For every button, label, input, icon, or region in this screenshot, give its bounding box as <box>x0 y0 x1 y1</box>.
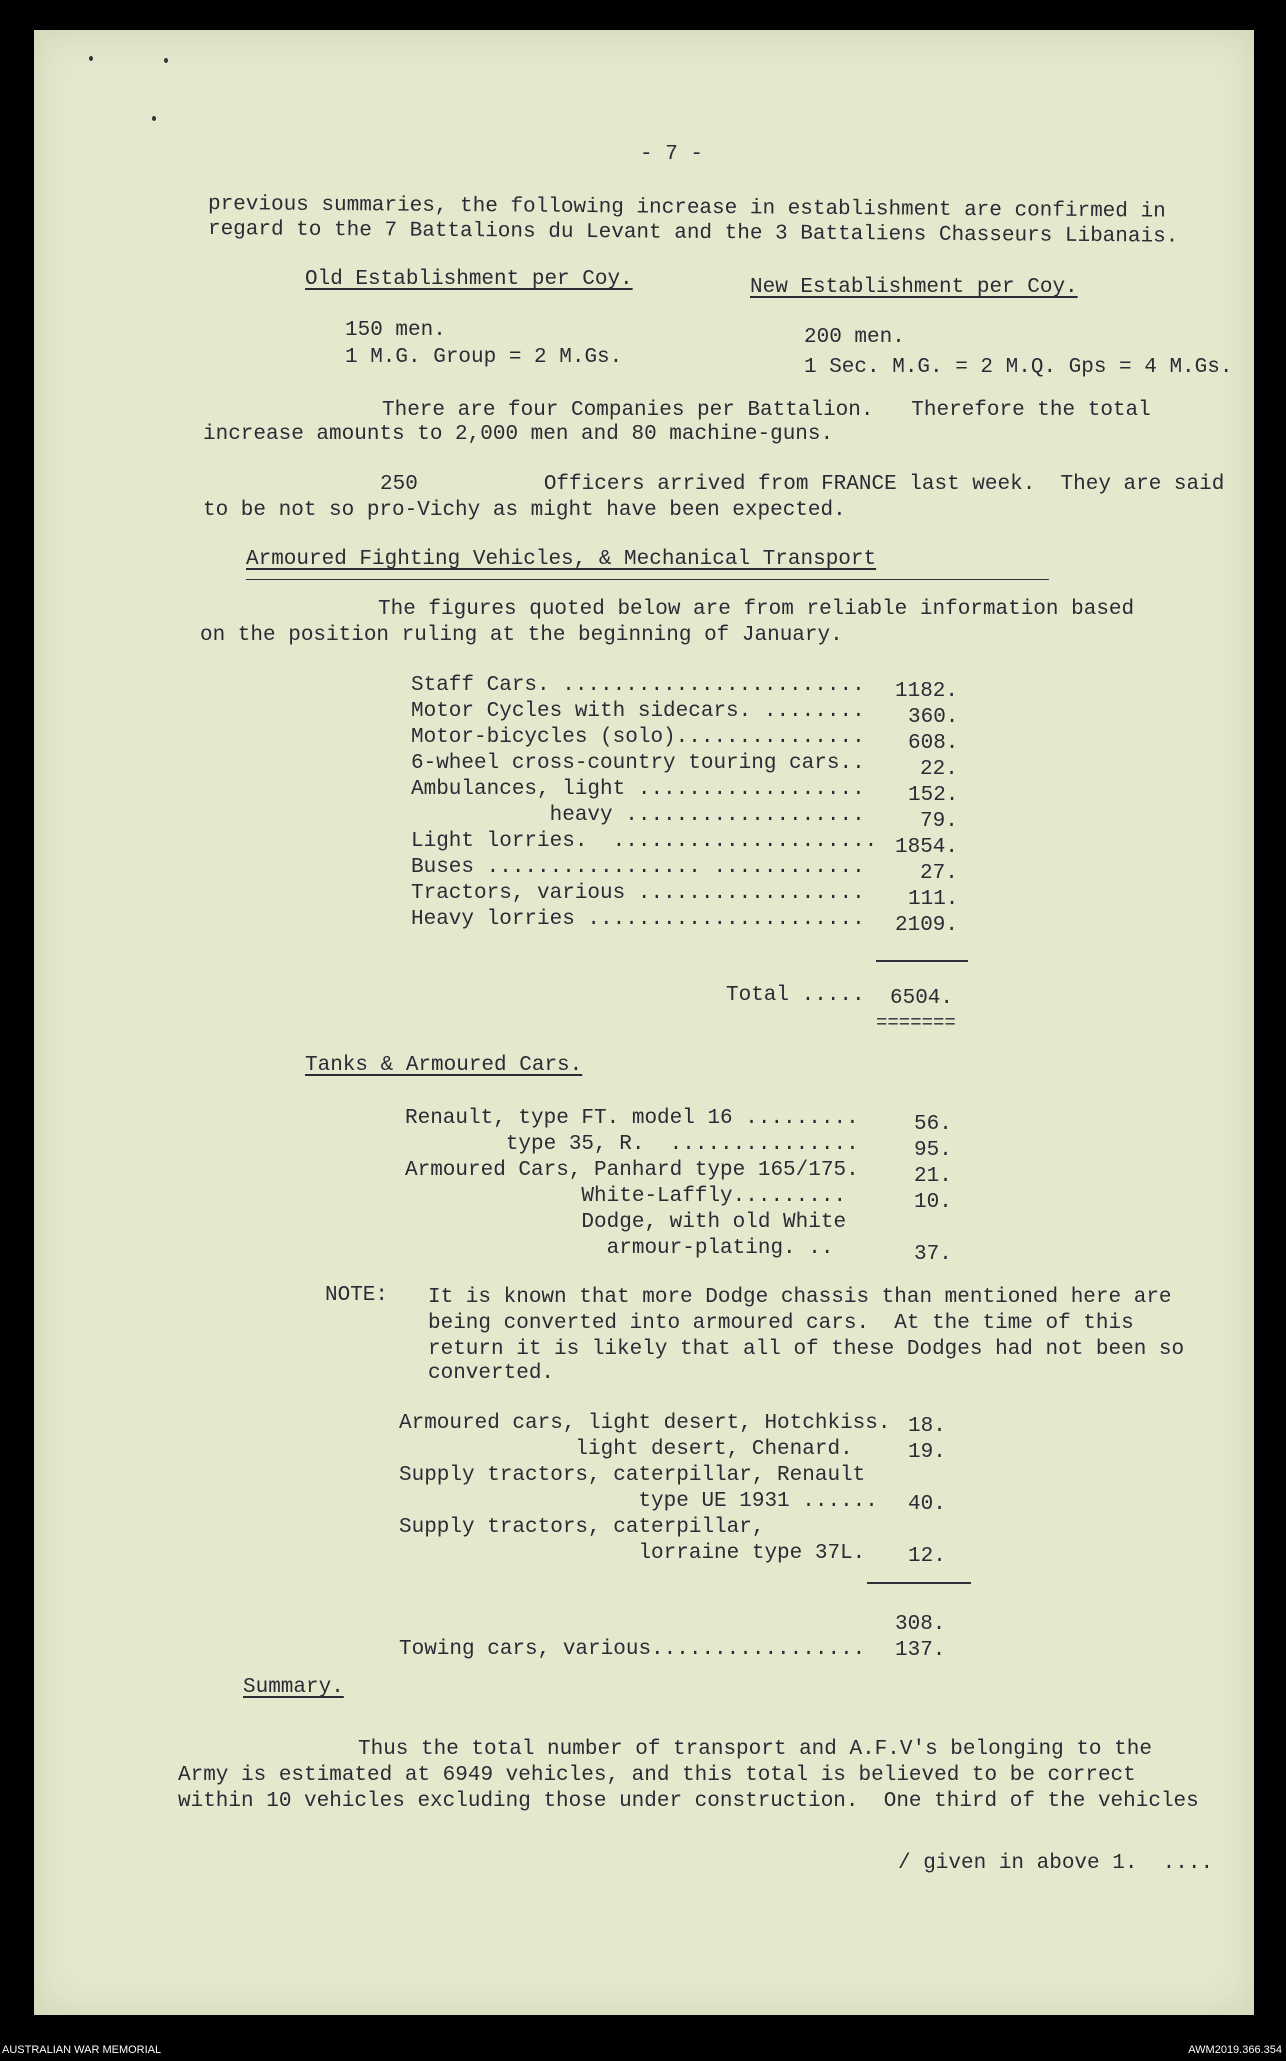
transport-item-label: Heavy lorries ...................... <box>411 908 865 931</box>
ink-mark <box>152 116 156 121</box>
note-line-1: It is known that more Dodge chassis than mentioned here are <box>428 1286 1172 1309</box>
tank-item-label: armour-plating. .. <box>405 1237 834 1260</box>
companies-line-2: increase amounts to 2,000 men and 80 machine-guns. <box>203 423 834 446</box>
tank-item-label: Renault, type FT. model 16 ......... <box>405 1107 859 1130</box>
note-label: NOTE: <box>325 1284 389 1307</box>
transport-item-value: 2109. <box>895 914 959 937</box>
ink-mark <box>89 56 93 61</box>
tank-item-label: type 35, R. ............... <box>405 1133 859 1156</box>
armoured-item-label: Armoured cars, light desert, Hotchkiss. <box>399 1412 891 1435</box>
armoured-item-label: Supply tractors, caterpillar, Renault <box>399 1464 866 1487</box>
tank-item-label: White-Laffly......... <box>405 1185 847 1208</box>
document-page <box>34 30 1254 2015</box>
footer-right: AWM2019.366.354 <box>1188 2044 1282 2056</box>
summary-line-2: Army is estimated at 6949 vehicles, and this total is believed to be correct <box>178 1764 1136 1787</box>
transport-item-label: Light lorries. ..................... <box>411 830 878 853</box>
transport-item-value: 608. <box>908 732 959 755</box>
footer-left: AUSTRALIAN WAR MEMORIAL <box>2 2044 162 2056</box>
subtotal-value: 308. <box>895 1613 946 1636</box>
tank-item-value: 95. <box>914 1139 952 1162</box>
transport-item-label: Ambulances, light .................. <box>411 778 865 801</box>
transport-item-value: 1182. <box>895 680 959 703</box>
afv-intro-line-1: The figures quoted below are from reliable information based <box>378 598 1135 621</box>
transport-item-label: 6-wheel cross-country touring cars.. <box>411 752 865 775</box>
transport-item-value: 79. <box>920 810 958 833</box>
summary-line-3: within 10 vehicles excluding those under construction. One third of the vehicles <box>178 1790 1199 1813</box>
transport-item-label: Staff Cars. ........................ <box>411 674 865 697</box>
intro-line-1: previous summaries, the following increase in establishment are confirmed in <box>207 193 1166 224</box>
armoured-item-label: lorraine type 37L. <box>399 1542 866 1565</box>
new-establishment-heading: New Establishment per Coy. <box>750 276 1078 299</box>
afv-intro-line-2: on the position ruling at the beginning of January. <box>200 624 843 647</box>
page-number: - 7 - <box>640 143 704 166</box>
intro-line-2: regard to the 7 Battalions du Levant and the 3 Battaliens Chasseurs Libanais. <box>207 218 1179 249</box>
subtotal-rule <box>867 1582 971 1584</box>
armoured-item-value: 12. <box>908 1545 946 1568</box>
officers-line-1: 250 Officers arrived from FRANCE last week. They are said <box>380 473 1225 496</box>
total-value: 6504. <box>890 987 954 1010</box>
total-double-rule: ======= <box>876 1012 956 1034</box>
officers-line-2: to be not so pro-Vichy as might have been expected. <box>203 499 846 522</box>
total-label: Total ..... <box>726 984 865 1007</box>
summary-line-1: Thus the total number of transport and A.F.V's belonging to the <box>358 1738 1152 1761</box>
tank-item-value: 10. <box>914 1191 952 1214</box>
armoured-item-label: type UE 1931 ...... <box>399 1490 878 1513</box>
summary-heading: Summary. <box>243 1676 344 1699</box>
armoured-item-value: 19. <box>908 1441 946 1464</box>
transport-item-label: heavy ................... <box>411 804 865 827</box>
tank-item-value: 21. <box>914 1165 952 1188</box>
armoured-item-label: Supply tractors, caterpillar, <box>399 1516 765 1539</box>
companies-line-1: There are four Companies per Battalion. Therefore the total <box>382 399 1151 422</box>
tank-item-label: Dodge, with old White <box>405 1211 847 1234</box>
transport-item-value: 27. <box>920 862 958 885</box>
armoured-item-value: 40. <box>908 1493 946 1516</box>
sum-rule <box>876 960 968 962</box>
tank-item-value: 37. <box>914 1243 952 1266</box>
afv-heading-rule <box>246 579 1049 580</box>
transport-item-value: 152. <box>908 784 959 807</box>
afv-heading: Armoured Fighting Vehicles, & Mechanical Transport <box>246 548 877 571</box>
note-line-3: return it is likely that all of these Dodges had not been so <box>428 1338 1185 1361</box>
towing-label: Towing cars, various................. <box>399 1638 866 1661</box>
note-line-2: being converted into armoured cars. At the time of this <box>428 1312 1134 1335</box>
tank-item-value: 56. <box>914 1113 952 1136</box>
old-line-2: 1 M.G. Group = 2 M.Gs. <box>345 346 623 369</box>
ink-mark <box>164 58 168 63</box>
transport-item-value: 1854. <box>895 836 959 859</box>
new-line-2: 1 Sec. M.G. = 2 M.Q. Gps = 4 M.Gs. <box>804 356 1233 379</box>
old-establishment-heading: Old Establishment per Coy. <box>305 268 633 291</box>
transport-item-label: Motor-bicycles (solo)............... <box>411 726 865 749</box>
transport-item-label: Buses ................. ............ <box>411 856 865 879</box>
transport-item-value: 360. <box>908 706 959 729</box>
tanks-heading: Tanks & Armoured Cars. <box>305 1054 583 1077</box>
note-line-4: converted. <box>428 1362 555 1385</box>
continuation-note: / given in above 1. .... <box>898 1852 1214 1875</box>
tank-item-label: Armoured Cars, Panhard type 165/175. <box>405 1159 859 1182</box>
new-line-1: 200 men. <box>804 326 905 349</box>
armoured-item-value: 18. <box>908 1415 946 1438</box>
armoured-item-label: light desert, Chenard. <box>399 1438 853 1461</box>
old-line-1: 150 men. <box>345 319 446 342</box>
towing-value: 137. <box>895 1639 946 1662</box>
transport-item-value: 111. <box>908 888 959 911</box>
transport-item-value: 22. <box>920 758 958 781</box>
transport-item-label: Motor Cycles with sidecars. ........ <box>411 700 865 723</box>
transport-item-label: Tractors, various .................. <box>411 882 865 905</box>
